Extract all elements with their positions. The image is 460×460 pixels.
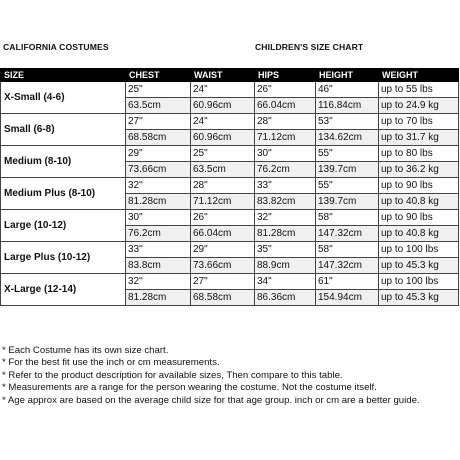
waist-cell: 26" xyxy=(191,210,255,226)
note-line: * Refer to the product description for available sizes, Then compare to this table. xyxy=(2,369,343,381)
chest-cell: 81.28cm xyxy=(126,194,191,210)
chest-cell: 32" xyxy=(126,274,191,290)
table-row xyxy=(1,178,459,194)
size-label: X-Large (12-14) xyxy=(1,274,126,306)
weight-cell: up to 90 lbs xyxy=(379,178,459,194)
weight-cell: up to 55 lbs xyxy=(379,82,459,98)
weight-cell: up to 45.3 kg xyxy=(379,258,459,274)
weight-cell: up to 45.3 kg xyxy=(379,290,459,306)
waist-cell: 68.58cm xyxy=(191,290,255,306)
height-cell: 139.7cm xyxy=(316,162,379,178)
table-row xyxy=(1,82,459,98)
weight-cell: up to 40.8 kg xyxy=(379,194,459,210)
hips-cell: 86.36cm xyxy=(255,290,316,306)
note-line: * For the best fit use the inch or cm measurements. xyxy=(2,357,220,369)
weight-cell: up to 31.7 kg xyxy=(379,130,459,146)
waist-cell: 25" xyxy=(191,146,255,162)
chest-cell: 27" xyxy=(126,114,191,130)
height-cell: 147.32cm xyxy=(316,258,379,274)
height-cell: 58" xyxy=(316,210,379,226)
chart-title: CHILDREN'S SIZE CHART xyxy=(255,42,364,52)
hips-cell: 26" xyxy=(255,82,316,98)
weight-cell: up to 40.8 kg xyxy=(379,226,459,242)
chest-cell: 32" xyxy=(126,178,191,194)
chest-cell: 73.66cm xyxy=(126,162,191,178)
height-cell: 58" xyxy=(316,242,379,258)
chest-cell: 81.28cm xyxy=(126,290,191,306)
chest-cell: 25" xyxy=(126,82,191,98)
size-label: X-Small (4-6) xyxy=(1,82,126,114)
hips-cell: 81.28cm xyxy=(255,226,316,242)
waist-cell: 66.04cm xyxy=(191,226,255,242)
height-cell: 154.94cm xyxy=(316,290,379,306)
weight-cell: up to 24.9 kg xyxy=(379,98,459,114)
size-label: Medium (8-10) xyxy=(1,146,126,178)
size-label: Small (6-8) xyxy=(1,114,126,146)
waist-cell: 73.66cm xyxy=(191,258,255,274)
height-cell: 116.84cm xyxy=(316,98,379,114)
waist-cell: 71.12cm xyxy=(191,194,255,210)
weight-cell: up to 70 lbs xyxy=(379,114,459,130)
brand-title: CALIFORNIA COSTUMES xyxy=(3,42,109,52)
table-row xyxy=(1,210,459,226)
hips-cell: 34" xyxy=(255,274,316,290)
chest-cell: 63.5cm xyxy=(126,98,191,114)
table-row xyxy=(1,274,459,290)
height-cell: 134.62cm xyxy=(316,130,379,146)
size-chart-table xyxy=(0,68,459,306)
chest-cell: 30" xyxy=(126,210,191,226)
hips-cell: 33" xyxy=(255,178,316,194)
chest-cell: 76.2cm xyxy=(126,226,191,242)
height-cell: 139.7cm xyxy=(316,194,379,210)
column-header-waist: WAIST xyxy=(191,69,255,82)
weight-cell: up to 90 lbs xyxy=(379,210,459,226)
table-header-row xyxy=(1,69,459,82)
table-row xyxy=(1,242,459,258)
column-header-chest: CHEST xyxy=(126,69,191,82)
waist-cell: 60.96cm xyxy=(191,98,255,114)
waist-cell: 27" xyxy=(191,274,255,290)
note-line: * Age approx are based on the average child size for that age group. inch or cm are a better guide. xyxy=(2,394,420,406)
notes-section xyxy=(2,345,458,407)
height-cell: 46" xyxy=(316,82,379,98)
height-cell: 55" xyxy=(316,178,379,194)
column-header-height: HEIGHT xyxy=(316,69,379,82)
size-label: Large Plus (10-12) xyxy=(1,242,126,274)
size-label: Medium Plus (8-10) xyxy=(1,178,126,210)
height-cell: 55" xyxy=(316,146,379,162)
hips-cell: 88.9cm xyxy=(255,258,316,274)
note-line: * Each Costume has its own size chart. xyxy=(2,345,169,356)
waist-cell: 24" xyxy=(191,82,255,98)
height-cell: 53" xyxy=(316,114,379,130)
column-header-hips: HIPS xyxy=(255,69,316,82)
waist-cell: 28" xyxy=(191,178,255,194)
waist-cell: 24" xyxy=(191,114,255,130)
hips-cell: 83.82cm xyxy=(255,194,316,210)
chest-cell: 83.8cm xyxy=(126,258,191,274)
hips-cell: 76.2cm xyxy=(255,162,316,178)
column-header-weight: WEIGHT xyxy=(379,69,459,82)
hips-cell: 35" xyxy=(255,242,316,258)
weight-cell: up to 100 lbs xyxy=(379,242,459,258)
hips-cell: 30" xyxy=(255,146,316,162)
table-row xyxy=(1,146,459,162)
hips-cell: 32" xyxy=(255,210,316,226)
waist-cell: 63.5cm xyxy=(191,162,255,178)
weight-cell: up to 80 lbs xyxy=(379,146,459,162)
hips-cell: 66.04cm xyxy=(255,98,316,114)
waist-cell: 60.96cm xyxy=(191,130,255,146)
weight-cell: up to 100 lbs xyxy=(379,274,459,290)
height-cell: 147.32cm xyxy=(316,226,379,242)
note-line: * Measurements are a range for the person wearing the costume. Not the costume itself. xyxy=(2,382,377,394)
weight-cell: up to 36.2 kg xyxy=(379,162,459,178)
chest-cell: 68.58cm xyxy=(126,130,191,146)
hips-cell: 71.12cm xyxy=(255,130,316,146)
table-body xyxy=(1,82,459,306)
size-label: Large (10-12) xyxy=(1,210,126,242)
chest-cell: 33" xyxy=(126,242,191,258)
waist-cell: 29" xyxy=(191,242,255,258)
chest-cell: 29" xyxy=(126,146,191,162)
height-cell: 61" xyxy=(316,274,379,290)
column-header-size: SIZE xyxy=(1,69,126,82)
table-row xyxy=(1,114,459,130)
hips-cell: 28" xyxy=(255,114,316,130)
